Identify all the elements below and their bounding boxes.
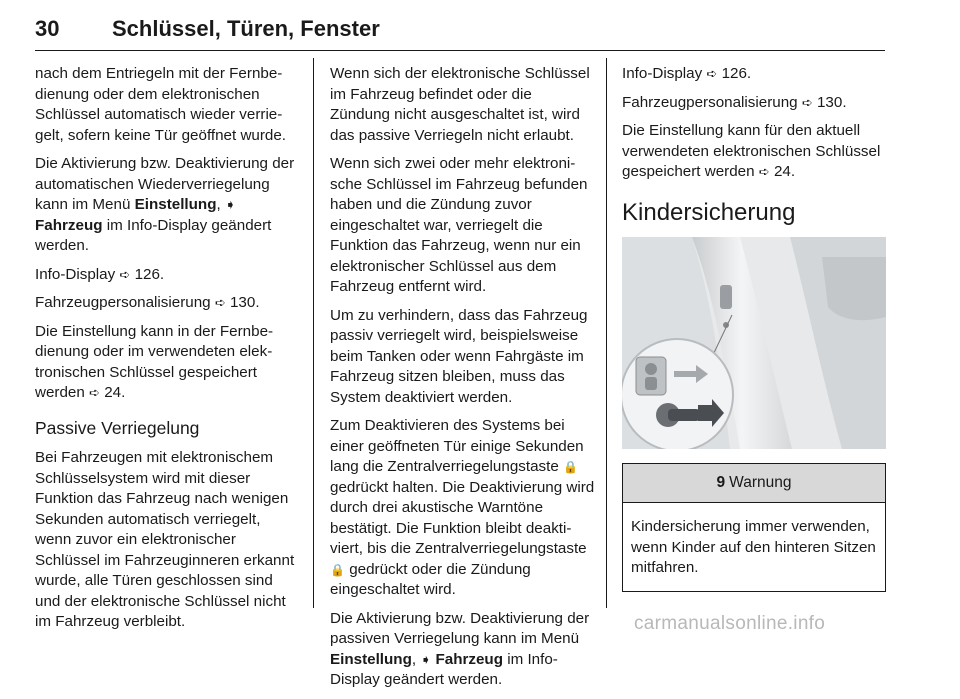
text: Fahrzeugpersonalisierung — [35, 294, 211, 311]
warning-title: Warnung — [729, 473, 792, 491]
text: Info-Display — [622, 65, 703, 82]
paragraph: nach dem Entriegeln mit der Fernbedienung oder dem elektronischen Schlüssel automatisch wieder verriegelt, sofern keine Tür geöffnet wurde. — [35, 65, 287, 144]
text: , — [216, 196, 221, 213]
page-ref: 126. — [721, 65, 752, 82]
text: Zum Deaktivieren des Systems bei einer geöffneten Tür einige Sekunden lang die Zentralverriegelungstaste — [330, 417, 584, 475]
paragraph: Um zu verhindern, dass das Fahrzeug passiv verriegelt wird, beispielsweise beim Tanken oder wenn Fahrgäste im Fahrzeug sitzen bleiben, muss das System deaktiviert werden. — [330, 306, 588, 406]
watermark: carmanualsonline.info — [634, 613, 826, 634]
page-ref-icon: ➪ — [706, 66, 718, 81]
warning-header — [623, 464, 885, 503]
column-1 — [35, 64, 300, 641]
page-ref-icon: ➪ — [758, 164, 770, 179]
warning-icon: 9 — [716, 473, 726, 491]
menu-settings: Einstellung — [134, 196, 217, 213]
paragraph: Wenn sich der elektronische Schlüssel im Fahrzeug befindet oder die Zündung nicht ausgeschaltet ist, wird das passive Verriegeln nicht erlaubt. — [330, 65, 590, 144]
page-ref: 126. — [134, 265, 165, 283]
column-3 — [622, 64, 886, 592]
page-ref-icon: ➪ — [801, 94, 813, 110]
lock-button-icon: 🔒 — [330, 562, 345, 577]
page-ref: 24. — [773, 163, 796, 180]
text: Die Aktivierung bzw. Deaktivierung der automatischen Wiederverriegelung kann im Menü — [35, 155, 295, 213]
text: Die Einstellung kann in der Fernbedienung oder im verwendeten elektronischen Schlüssel gespeichert werden — [35, 322, 274, 401]
menu-arrow-icon: ➧ — [420, 651, 432, 667]
lock-button-icon: 🔒 — [563, 460, 578, 474]
page-ref-icon: ➪ — [89, 385, 100, 400]
text: Die Aktivierung bzw. Deaktivierung der passiven Verriegelung kann im Menü — [330, 609, 590, 647]
text: im Info-Display geändert werden. — [330, 650, 558, 688]
text: , — [411, 650, 417, 668]
page-ref-icon: ➪ — [214, 295, 226, 310]
reference — [622, 93, 886, 114]
page-ref: 24. — [104, 384, 126, 401]
menu-vehicle: Fahrzeug — [435, 650, 503, 668]
paragraph — [35, 154, 300, 257]
reference — [35, 265, 300, 286]
paragraph — [622, 121, 886, 183]
paragraph — [330, 609, 595, 691]
paragraph: Bei Fahrzeugen mit elektronischem Schlüsselsystem wird mit dieser Funktion das Fahrzeug nach wenigen Sekunden automatisch verriegelt, wenn zuvor ein elektronischer Schlüssel im Fahrzeuginneren erkannt wurde, alle Türen geschlossen sind und der elektronische Schlüssel nicht im Fahrzeug verbleibt. — [35, 449, 295, 630]
text: Fahrzeugpersonalisierung — [622, 93, 798, 111]
page-ref-icon: ➪ — [119, 266, 131, 282]
paragraph — [35, 322, 300, 404]
chapter-title: Schlüssel, Türen, Fenster — [112, 16, 380, 41]
paragraph — [330, 416, 595, 601]
menu-settings: Einstellung — [330, 650, 412, 668]
page-header — [35, 14, 885, 51]
text: im Info-Display geändert werden. — [35, 216, 272, 254]
reference — [35, 293, 300, 314]
menu-arrow-icon: ➧ — [224, 197, 236, 212]
text: gedrückt oder die Zündung eingeschaltet wird. — [330, 560, 531, 598]
paragraph: Wenn sich zwei oder mehr elektronische Schlüssel im Fahrzeug befunden haben und die Zündung zuvor eingeschaltet war, verriegelt die Funktion das Fahrzeug, wenn nur ein elektronischer Schlüssel aus dem Fahrzeug entfernt wird. — [330, 155, 588, 295]
section-heading: Kindersicherung — [622, 198, 796, 226]
column-divider-2 — [606, 58, 607, 608]
text: Die Einstellung kann für den aktuell verwendeten elektronischen Schlüssel gespeichert werden — [622, 122, 881, 180]
text: gedrückt halten. Die Deaktivierung wird durch drei akustische Warntöne bestätigt. Die Funktion bleibt deaktiviert, bis die Zentralverriegelungstaste — [330, 478, 595, 557]
door-edge-illustration — [622, 237, 886, 449]
column-2 — [330, 64, 595, 699]
reference — [622, 64, 886, 85]
section-heading: Passive Verriegelung — [35, 417, 200, 438]
page-ref: 130. — [816, 93, 847, 111]
menu-vehicle: Fahrzeug — [35, 216, 103, 234]
text: Info-Display — [35, 265, 116, 283]
page-ref: 130. — [229, 294, 260, 311]
page-number: 30 — [35, 16, 60, 41]
column-divider-1 — [313, 58, 314, 608]
child-lock-illustration — [622, 237, 886, 449]
warning-text: Kindersicherung immer verwenden, wenn Kinder auf den hinteren Sitzen mitfahren. — [631, 518, 876, 576]
warning-box — [622, 463, 886, 592]
